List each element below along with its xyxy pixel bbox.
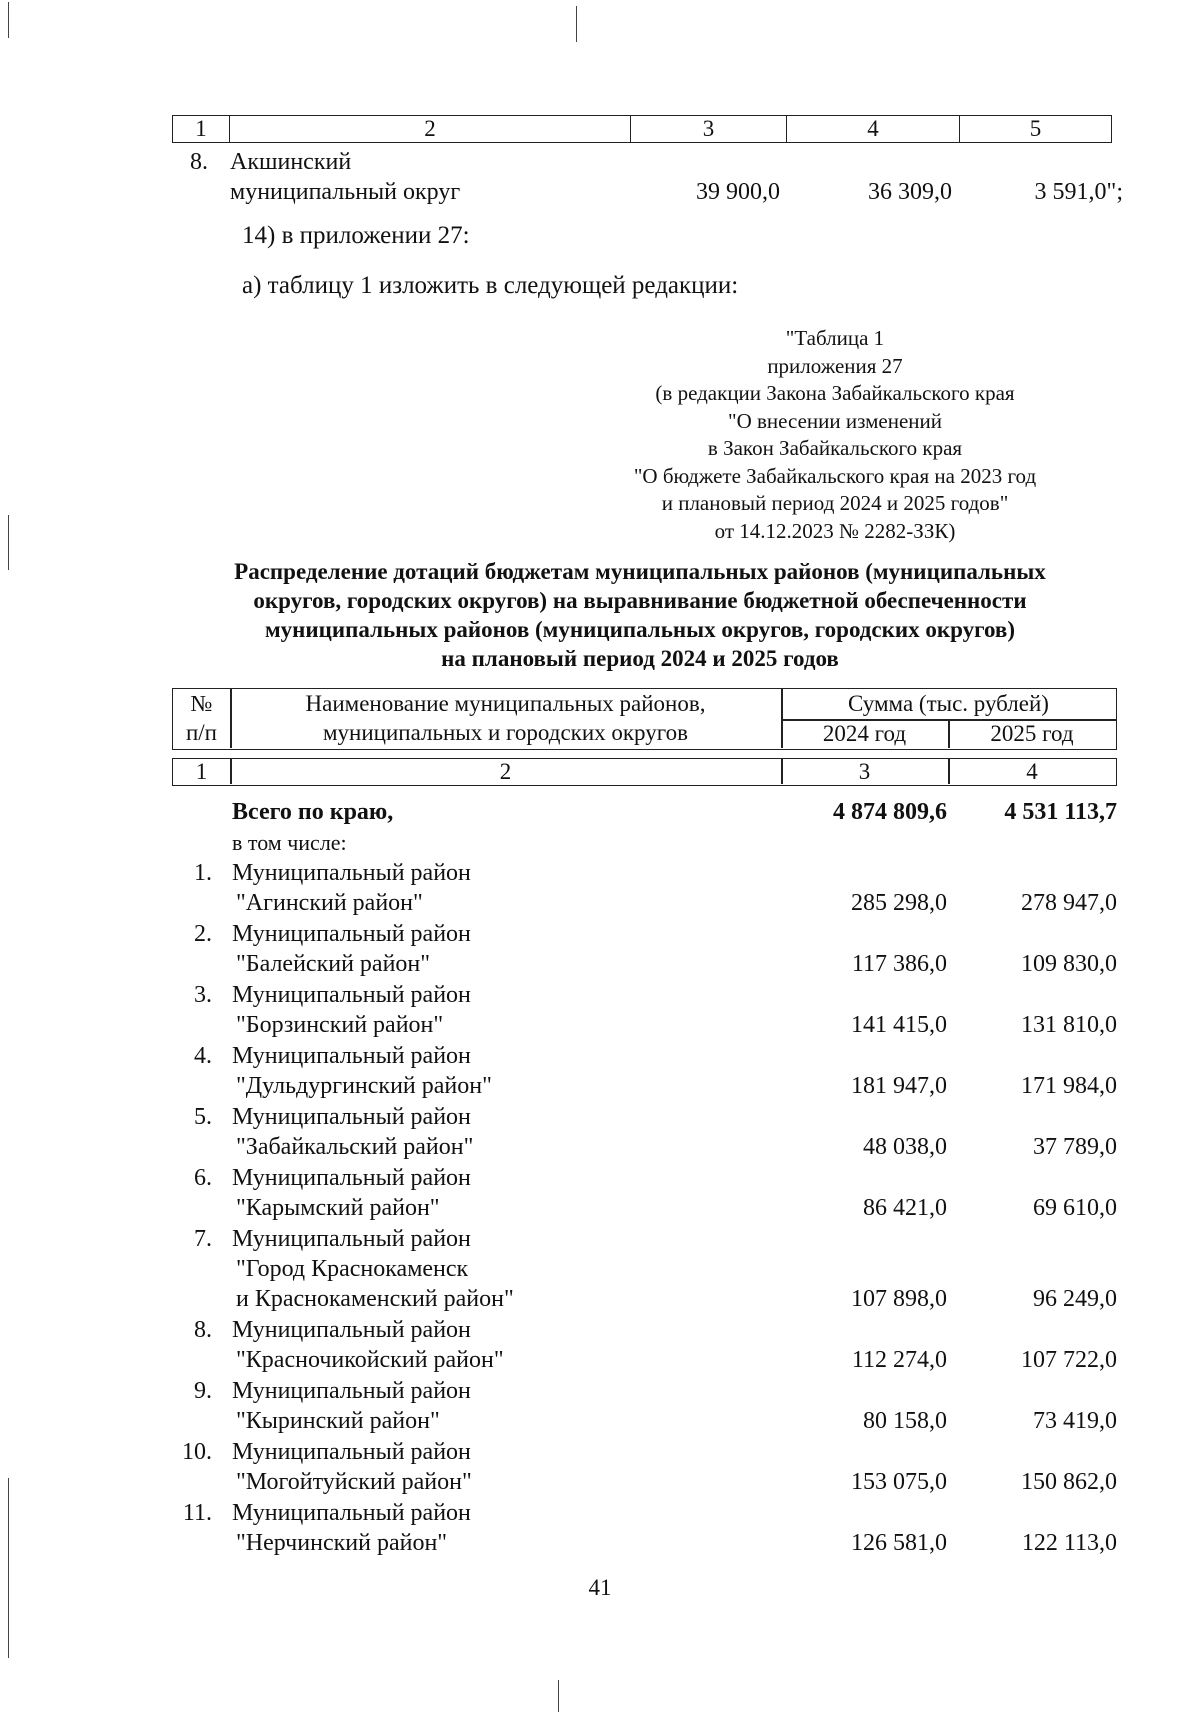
row-2025: 131 810,0 xyxy=(1021,1012,1117,1038)
continuation-row-num: 8. xyxy=(190,149,208,175)
row-name-line: Муниципальный район xyxy=(232,1104,471,1130)
title-line: округов, городских округов) на выравнивание бюджетной обеспеченности xyxy=(253,588,1027,613)
reference-line: и плановый период 2024 и 2025 годов" xyxy=(661,491,1009,515)
total-row xyxy=(172,797,1117,828)
header-sum: Сумма (тыс. рублей) xyxy=(848,691,1049,716)
row-name-line: "Забайкальский район" xyxy=(236,1134,474,1160)
continuation-row-v3: 39 900,0 xyxy=(696,179,780,205)
page-number: 41 xyxy=(588,1575,612,1600)
continuation-table-header xyxy=(172,115,1112,143)
row-2024: 126 581,0 xyxy=(851,1530,947,1556)
row-2024: 107 898,0 xyxy=(851,1286,947,1312)
row-name-line: "Красночикойский район" xyxy=(236,1347,504,1373)
column-number-4: 4 xyxy=(1026,759,1038,784)
scan-mark-top xyxy=(576,6,577,42)
table-row xyxy=(172,1437,1117,1498)
header-num-line1: № xyxy=(190,691,213,716)
reference-line: от 14.12.2023 № 2282-ЗЗК) xyxy=(714,518,956,543)
title-line: муниципальных районов (муниципальных округов, городских округов) xyxy=(264,617,1016,642)
header-name-line2: муниципальных и городских округов xyxy=(323,720,688,745)
row-2025: 278 947,0 xyxy=(1021,890,1117,916)
row-name-line: "Нерчинский район" xyxy=(236,1530,448,1556)
reference-line: "Таблица 1 xyxy=(785,326,885,350)
row-name-line: Муниципальный район xyxy=(232,1043,471,1069)
table-row xyxy=(172,919,1117,980)
row-name-line: Муниципальный район xyxy=(232,921,471,947)
row-2024: 86 421,0 xyxy=(863,1195,947,1221)
row-name-line: Муниципальный район xyxy=(232,1317,471,1343)
row-num: 9. xyxy=(194,1378,212,1404)
row-2024: 153 075,0 xyxy=(851,1469,947,1495)
scan-mark-left-1 xyxy=(8,2,9,38)
header-name-line1: Наименование муниципальных районов, xyxy=(305,691,706,716)
row-num: 2. xyxy=(194,921,212,947)
table-title xyxy=(160,557,1120,673)
paragraph-a: а) таблицу 1 изложить в следующей редакции: xyxy=(242,272,739,299)
table-row xyxy=(172,980,1117,1041)
title-line: Распределение дотаций бюджетам муниципальных районов (муниципальных xyxy=(234,559,1046,584)
row-name-line: "Карымский район" xyxy=(236,1195,440,1221)
table-row xyxy=(172,1102,1117,1163)
table-row xyxy=(172,1315,1117,1376)
reference-line: (в редакции Закона Забайкальского края xyxy=(655,381,1015,405)
reference-line: "О внесении изменений xyxy=(728,408,942,433)
row-name-line: Муниципальный район xyxy=(232,1500,471,1526)
row-name-line: Муниципальный район xyxy=(232,1226,471,1252)
row-2024: 285 298,0 xyxy=(851,890,947,916)
continuation-col-3: 3 xyxy=(630,116,786,142)
row-2024: 117 386,0 xyxy=(851,951,947,977)
row-2025: 73 419,0 xyxy=(1033,1408,1117,1434)
reference-line: "О бюджете Забайкальского края на 2023 год xyxy=(633,463,1037,488)
table-row xyxy=(172,1498,1117,1559)
row-name-line: Муниципальный район xyxy=(232,1439,471,1465)
row-2025: 69 610,0 xyxy=(1033,1195,1117,1221)
row-num: 5. xyxy=(194,1104,212,1130)
scan-mark-bottom xyxy=(558,1680,559,1712)
column-numbers-row xyxy=(172,758,1117,786)
header-2025: 2025 год xyxy=(990,721,1074,746)
row-2024: 181 947,0 xyxy=(851,1073,947,1099)
paragraph-14: 14) в приложении 27: xyxy=(242,222,470,249)
row-2024: 112 274,0 xyxy=(851,1347,947,1373)
row-name-line: "Город Краснокаменск xyxy=(236,1256,469,1282)
continuation-row-v4: 36 309,0 xyxy=(868,179,952,205)
continuation-row-name-1: Акшинский xyxy=(230,149,352,175)
total-label: Всего по краю, xyxy=(232,799,394,825)
row-num: 10. xyxy=(182,1439,212,1465)
table-row xyxy=(172,1041,1117,1102)
column-number-1: 1 xyxy=(195,759,208,784)
title-line: на плановый период 2024 и 2025 годов xyxy=(441,646,839,671)
row-2025: 150 862,0 xyxy=(1021,1469,1117,1495)
row-2025: 171 984,0 xyxy=(1021,1073,1117,1099)
column-number-3: 3 xyxy=(858,759,871,784)
header-num-line2: п/п xyxy=(185,720,217,745)
row-name-line: Муниципальный район xyxy=(232,1378,471,1404)
total-2024: 4 874 809,6 xyxy=(833,799,947,825)
row-name-line: "Агинский район" xyxy=(236,890,423,916)
table-row xyxy=(172,1376,1117,1437)
row-name-line: Муниципальный район xyxy=(232,1165,471,1191)
scan-mark-left-3 xyxy=(8,1478,9,1658)
continuation-row-name-2: муниципальный округ xyxy=(230,179,461,205)
row-2025: 109 830,0 xyxy=(1021,951,1117,977)
row-2025: 37 789,0 xyxy=(1033,1134,1117,1160)
table-body xyxy=(172,797,1117,1559)
header-2024: 2024 год xyxy=(822,721,907,746)
continuation-col-4: 4 xyxy=(786,116,959,142)
row-2024: 80 158,0 xyxy=(863,1408,947,1434)
table-header xyxy=(172,688,1117,750)
row-num: 11. xyxy=(182,1500,212,1526)
row-name-line: "Могойтуйский район" xyxy=(236,1469,472,1495)
row-name-line: "Кыринский район" xyxy=(236,1408,440,1434)
row-num: 7. xyxy=(194,1226,212,1252)
continuation-col-1: 1 xyxy=(195,116,207,141)
row-name-line: Муниципальный район xyxy=(232,860,471,886)
row-num: 6. xyxy=(194,1165,212,1191)
row-2025: 107 722,0 xyxy=(1021,1347,1117,1373)
table-row xyxy=(172,1163,1117,1224)
scan-mark-left-2 xyxy=(8,515,9,570)
row-name-line: "Дульдургинский район" xyxy=(236,1073,492,1099)
row-2025: 122 113,0 xyxy=(1021,1530,1117,1556)
table-row xyxy=(172,1224,1117,1315)
row-num: 4. xyxy=(194,1043,212,1069)
row-name-line: Муниципальный район xyxy=(232,982,471,1008)
including-label: в том числе: xyxy=(232,830,347,855)
total-2025: 4 531 113,7 xyxy=(1004,799,1117,825)
continuation-col-5: 5 xyxy=(959,116,1111,142)
continuation-row-v5: 3 591,0"; xyxy=(1034,179,1123,205)
row-name-line: "Балейский район" xyxy=(236,951,431,977)
reference-line: приложения 27 xyxy=(767,353,903,378)
table-row xyxy=(172,858,1117,919)
row-name-line: и Краснокаменский район" xyxy=(236,1286,514,1312)
row-num: 1. xyxy=(194,860,212,886)
column-number-2: 2 xyxy=(499,759,512,784)
row-num: 8. xyxy=(194,1317,212,1343)
row-2024: 48 038,0 xyxy=(863,1134,947,1160)
row-2024: 141 415,0 xyxy=(851,1012,947,1038)
including-row xyxy=(172,828,1117,858)
table-reference-block xyxy=(545,325,1125,545)
row-name-line: "Борзинский район" xyxy=(236,1012,444,1038)
reference-line: в Закон Забайкальского края xyxy=(707,436,963,460)
continuation-col-2: 2 xyxy=(229,116,630,142)
row-2025: 96 249,0 xyxy=(1033,1286,1117,1312)
row-num: 3. xyxy=(194,982,212,1008)
